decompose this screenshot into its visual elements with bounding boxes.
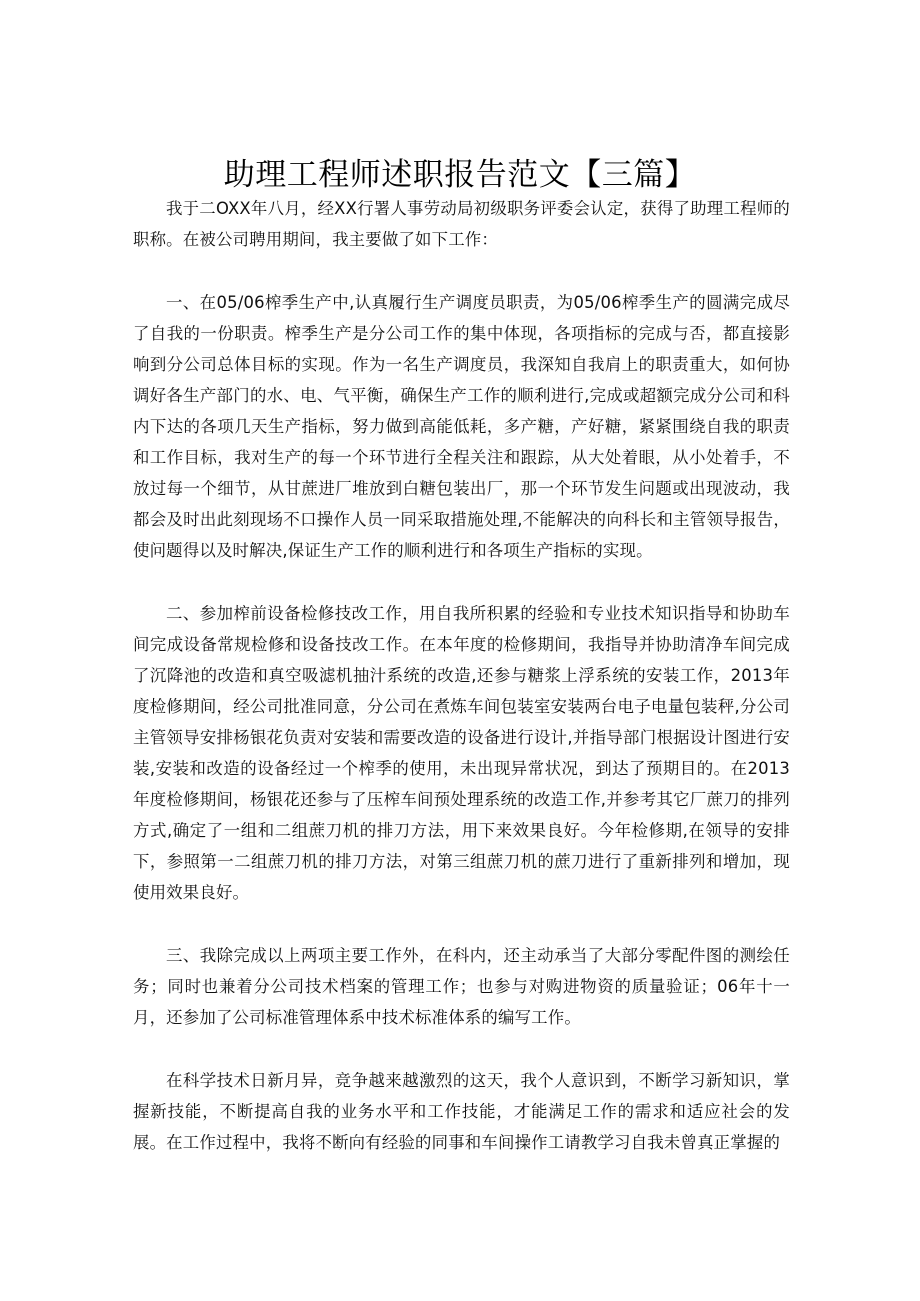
paragraph-gap [133,908,790,940]
document-title: 助理工程师述职报告范文【三篇】 [223,156,697,193]
section-one-paragraph: 一、在05/06榨季生产中,认真履行生产调度员职责，为05/06榨季生产的圆满完成尽了自我的一份职责。榨季生产是分公司工作的集中体现，各项指标的完成与否，都直接影响到分公司总体目标的实现。作为一名生产调度员，我深知自我肩上的职责重大，如何协调好各生产部门的水、电、气平衡，确保生产工作的顺利进行,完成或超额完成分公司和科内下达的各项几天生产指标，努力做到高能低耗，多产糖，产好糖，紧紧围绕自我的职责和工作目标，我对生产的每一个环节进行全程关注和跟踪，从大处着眼，从小处着手，不放过每一个细节，从甘蔗进厂堆放到白糖包装出厂，那一个环节发生问题或出现波动，我都会及时出此刻现场不口操作人员一同采取措施处理,不能解决的向科长和主管领导报告，使问题得以及时解决,保证生产工作的顺利进行和各项生产指标的实现。 [133,293,790,560]
paragraph-gap [133,255,790,287]
intro-paragraph: 我于二OXX年八月，经XX行署人事劳动局初级职务评委会认定，获得了助理工程师的职称。在被公司聘用期间，我主要做了如下工作： [133,199,790,249]
paragraph-gap [133,566,790,598]
paragraph-gap [133,1033,790,1065]
section-three-paragraph: 三、我除完成以上两项主要工作外，在科内，还主动承当了大部分零配件图的测绘任务；同时也兼着分公司技术档案的管理工作；也参与对购进物资的质量验证；06年十一月，还参加了公司标准管理体系中技术标准体系的编写工作。 [133,946,790,1027]
closing-paragraph: 在科学技术日新月异，竞争越来越激烈的这天，我个人意识到，不断学习新知识，掌握新技能，不断提高自我的业务水平和工作技能，才能满足工作的需求和适应社会的发展。在工作过程中，我将不断向有经验的同事和车间操作工请教学习自我未曾真正掌握的 [133,1071,790,1152]
document-body [133,193,790,1158]
section-two-paragraph: 二、参加榨前设备检修技改工作，用自我所积累的经验和专业技术知识指导和协助车间完成设备常规检修和设备技改工作。在本年度的检修期间，我指导并协助清净车间完成了沉降池的改造和真空吸滤机抽汁系统的改造,还参与糖浆上浮系统的安装工作，2013年度检修期间，经公司批准同意，分公司在煮炼车间包装室安装两台电子电量包装秤,分公司主管领导安排杨银花负责对安装和需要改造的设备进行设计,并指导部门根据设计图进行安装,安装和改造的设备经过一个榨季的使用，未出现异常状况，到达了预期目的。在2013年度检修期间，杨银花还参与了压榨车间预处理系统的改造工作,并参考其它厂蔗刀的排列方式,确定了一组和二组蔗刀机的排刀方法，用下来效果良好。今年检修期,在领导的安排下，参照第一二组蔗刀机的排刀方法，对第三组蔗刀机的蔗刀进行了重新排列和增加，现使用效果良好。 [133,604,790,902]
